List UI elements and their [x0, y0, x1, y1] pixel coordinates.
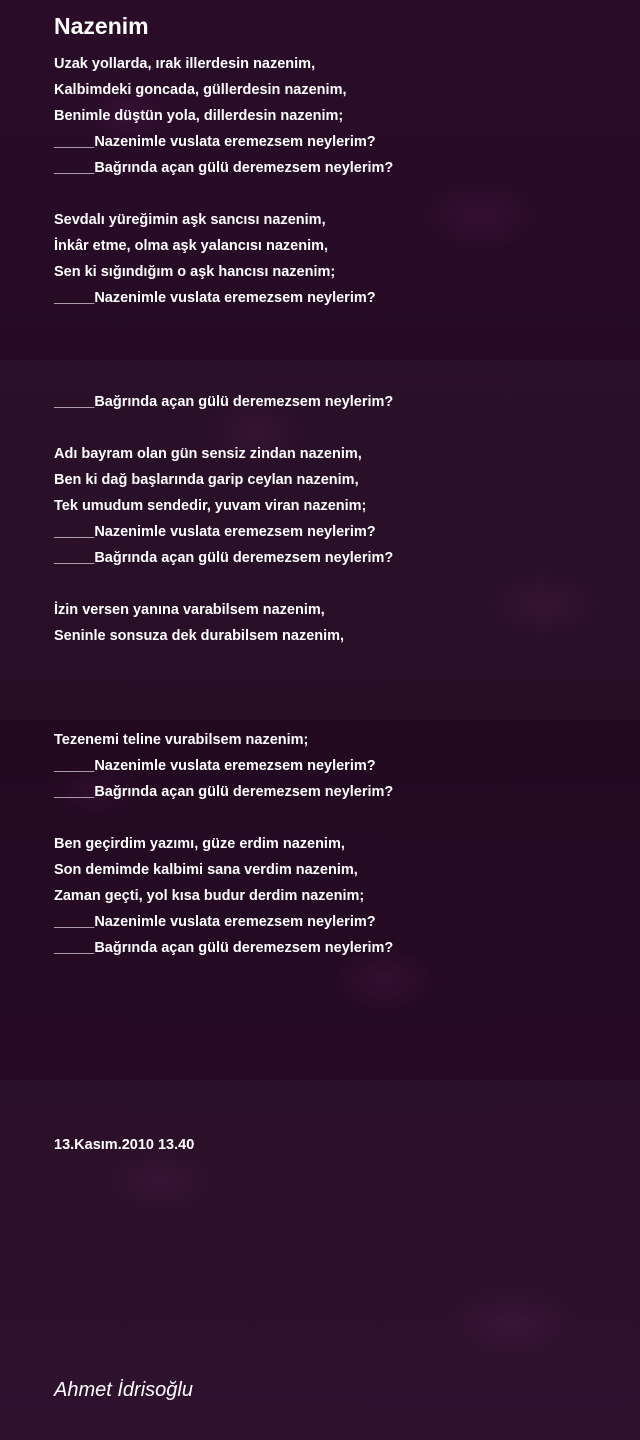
poem-refrain-line: _____Bağrında açan gülü deremezsem neylerim? — [54, 940, 394, 956]
poem-line: Benimle düştün yola, dillerdesin nazenim; — [54, 108, 344, 124]
poem-line: Ben ki dağ başlarında garip ceylan nazenim, — [54, 472, 359, 488]
poem-line: Kalbimdeki goncada, güllerdesin nazenim, — [54, 82, 347, 98]
poem-line: Adı bayram olan gün sensiz zindan nazenim, — [54, 446, 362, 462]
stanza — [54, 597, 624, 649]
poem-author: Ahmet İdrisoğlu — [54, 1379, 193, 1401]
poem-line: Tek umudum sendedir, yuvam viran nazenim; — [54, 498, 367, 514]
page-break-gap — [54, 311, 624, 389]
poem-line: İnkâr etme, olma aşk yalancısı nazenim, — [54, 238, 329, 254]
poem-title: Nazenim — [54, 13, 149, 39]
poem-refrain-line: _____Nazenimle vuslata eremezsem neylerim? — [54, 290, 376, 306]
poem-line: Zaman geçti, yol kısa budur derdim nazenim; — [54, 888, 365, 904]
poem-line: Son demimde kalbimi sana verdim nazenim, — [54, 862, 358, 878]
poem-line: Sevdalı yüreğimin aşk sancısı nazenim, — [54, 212, 326, 228]
poem-refrain-line: _____Nazenimle vuslata eremezsem neylerim? — [54, 914, 376, 930]
poem-refrain-line: _____Bağrında açan gülü deremezsem neylerim? — [54, 784, 394, 800]
stanza — [54, 51, 624, 181]
poem-date: 13.Kasım.2010 13.40 — [54, 1137, 195, 1153]
stanza — [54, 727, 624, 805]
poem-body — [54, 51, 624, 987]
poem-refrain-line: _____Bağrında açan gülü deremezsem neylerim? — [54, 160, 394, 176]
poem-line: Uzak yollarda, ırak illerdesin nazenim, — [54, 56, 316, 72]
poem-line: Tezenemi teline vurabilsem nazenim; — [54, 732, 309, 748]
poem-refrain-line: _____Bağrında açan gülü deremezsem neylerim? — [54, 394, 394, 410]
poem-refrain-line: _____Nazenimle vuslata eremezsem neylerim? — [54, 524, 376, 540]
page-break-gap — [54, 649, 624, 727]
poem-refrain-line: _____Bağrında açan gülü deremezsem neylerim? — [54, 550, 394, 566]
stanza — [54, 831, 624, 961]
poem-refrain-line: _____Nazenimle vuslata eremezsem neylerim? — [54, 134, 376, 150]
stanza — [54, 389, 624, 415]
poem-line: Sen ki sığındığım o aşk hancısı nazenim; — [54, 264, 336, 280]
poem-line: İzin versen yanına varabilsem nazenim, — [54, 602, 325, 618]
stanza — [54, 207, 624, 311]
poem-line: Ben geçirdim yazımı, güze erdim nazenim, — [54, 836, 345, 852]
poem-line: Seninle sonsuza dek durabilsem nazenim, — [54, 628, 345, 644]
stanza — [54, 441, 624, 571]
poem-refrain-line: _____Nazenimle vuslata eremezsem neylerim? — [54, 758, 376, 774]
